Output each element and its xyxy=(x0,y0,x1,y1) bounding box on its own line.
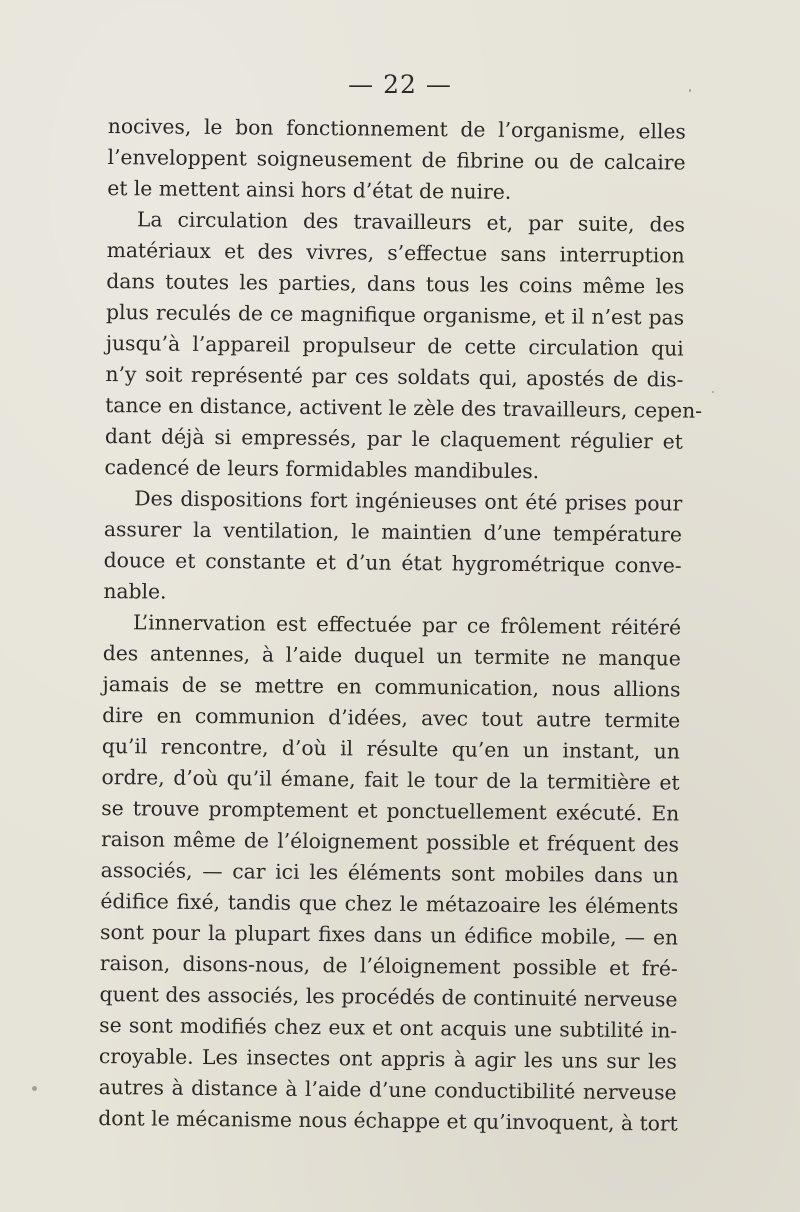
text-line: jusqu’à l’appareil propulseur de cette circulation qui xyxy=(105,330,684,361)
text-line: édifice fixé, tandis que chez le métazoaire les éléments xyxy=(100,888,679,919)
text-line: sont pour la plupart fixes dans un édifice mobile, — en xyxy=(100,919,679,950)
text-line: se trouve promptement et ponctuellement exécuté. En xyxy=(101,795,680,826)
text-line: se sont modifiés chez eux et ont acquis une subtilité in- xyxy=(99,1012,678,1043)
text-line: nable. xyxy=(103,578,167,604)
paper-speck xyxy=(712,391,714,393)
text-line: matériaux et des vivres, s’effectue sans interruption xyxy=(106,237,685,268)
text-line: croyable. Les insectes ont appris à agir les uns sur les xyxy=(98,1043,678,1074)
page-number: — 22 — xyxy=(348,70,452,99)
paragraph-start-line: Des dispositions fort ingénieuses ont été prises pour xyxy=(134,486,683,516)
text-line: l’enveloppent soigneusement de fibrine ou de calcaire xyxy=(107,144,686,175)
text-line: ordre, d’où qu’il émane, fait le tour de la termitière et xyxy=(101,764,680,795)
text-line: n’y soit représenté par ces soldats qui, apostés de dis- xyxy=(105,361,684,392)
text-line: et le mettent ainsi hors d’état de nuire. xyxy=(107,175,512,204)
text-line: dont le mécanisme nous échappe et qu’invoquent, à tort xyxy=(98,1105,678,1136)
text-line: douce et constante et d’un état hygrométrique conve- xyxy=(103,547,682,578)
text-line: qu’il rencontre, d’où il résulte qu’en un instant, un xyxy=(101,733,680,764)
body-text xyxy=(98,111,703,1140)
text-line: cadencé de leurs formidables mandibules. xyxy=(104,454,540,484)
text-line: assurer la ventilation, le maintien d’une température xyxy=(103,516,683,547)
text-line: dant déjà si empressés, par le claquement régulier et xyxy=(104,423,683,454)
text-line: nocives, le bon fonctionnement de l’organisme, elles xyxy=(107,113,686,144)
text-line: dire en communion d’idées, avec tout autre termite xyxy=(102,702,681,733)
text-line: associés, — car ici les éléments sont mobiles dans un xyxy=(100,857,679,888)
text-line: quent des associés, les procédés de continuité nerveuse xyxy=(99,981,678,1012)
paper-speck xyxy=(689,89,691,92)
text-line: autres à distance à l’aide d’une conductibilité nerveuse xyxy=(98,1074,677,1105)
text-line: tance en distance, activent le zèle des travailleurs, cepen- xyxy=(105,392,703,423)
text-line: raison même de l’éloignement possible et fréquent des xyxy=(100,826,680,857)
text-line: dans toutes les parties, dans tous les coins même les xyxy=(106,268,685,299)
paragraph-start-line: La circulation des travailleurs et, par suite, des xyxy=(136,207,686,237)
paragraph-start-line: L’innervation est effectuée par ce frôlement réitéré xyxy=(132,610,682,640)
text-line: plus reculés de ce magnifique organisme, et il n’est pas xyxy=(105,299,685,330)
text-line: raison, disons-nous, de l’éloignement possible et fré- xyxy=(99,950,678,981)
paper-speck xyxy=(32,1086,37,1091)
text-line: jamais de se mettre en communication, nous allions xyxy=(102,671,681,702)
text-line: des antennes, à l’aide duquel un termite ne manque xyxy=(102,640,681,671)
